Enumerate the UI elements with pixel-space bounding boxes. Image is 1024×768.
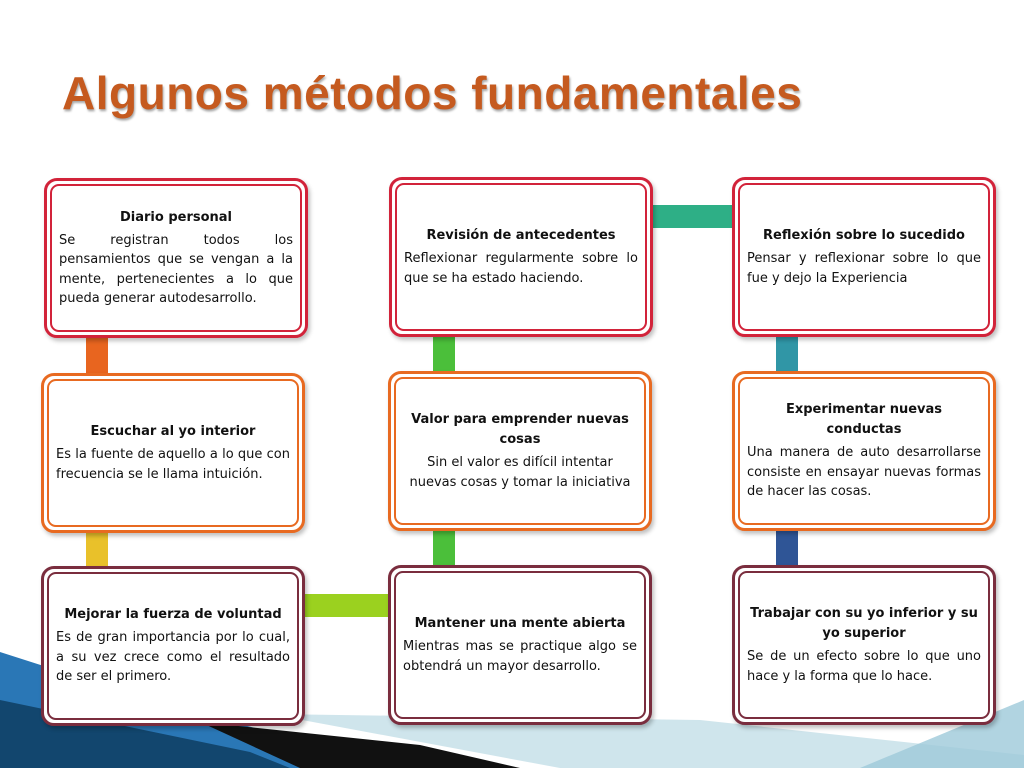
- connector-card7-card8: [304, 594, 392, 617]
- card-title: Experimentar nuevas conductas: [785, 402, 943, 438]
- connector-card3-card6: [776, 336, 798, 374]
- card-text: Se registran todos los pensamientos que se vengan a la mente, pertenecientes a lo que pueda generar autodesarrollo.: [59, 232, 293, 306]
- card-yo-inferior-superior: [732, 565, 996, 725]
- card-text: Mientras mas se practique algo se obtendrá un mayor desarrollo.: [403, 639, 637, 674]
- card-escuchar-yo-interior: [41, 373, 305, 533]
- card-text: Sin el valor es difícil intentar nuevas cosas y tomar la iniciativa: [409, 455, 631, 490]
- card-mente-abierta: [388, 565, 652, 725]
- card-reflexion-sucedido: [732, 177, 996, 337]
- card-text: Una manera de auto desarrollarse consiste en ensayar nuevas formas de hacer las cosas.: [747, 445, 981, 500]
- card-text: Se de un efecto sobre lo que uno hace y la forma que lo hace.: [747, 649, 981, 684]
- connector-card5-card8: [433, 531, 455, 567]
- card-diario-personal: [44, 178, 308, 338]
- card-text: Es la fuente de aquello a lo que con frecuencia se le llama intuición.: [56, 447, 290, 482]
- connector-card2-card3: [652, 205, 735, 228]
- card-revision-antecedentes: [389, 177, 653, 337]
- card-title: Trabajar con su yo inferior y su yo superior: [750, 606, 978, 641]
- card-title: Diario personal: [119, 209, 233, 225]
- card-title: Escuchar al yo interior: [90, 424, 256, 439]
- card-text: Pensar y reflexionar sobre lo que fue y dejo la Experiencia: [747, 251, 981, 286]
- card-text: Reflexionar regularmente sobre lo que se ha estado haciendo.: [404, 251, 638, 286]
- connector-card6-card9: [776, 531, 798, 567]
- connector-card2-card5: [433, 336, 455, 374]
- connector-card1-card4: [86, 336, 108, 376]
- card-title: Mantener una mente abierta: [414, 616, 626, 631]
- card-valor-emprender: [388, 371, 652, 531]
- page-title: Algunos métodos fundamentales: [62, 67, 803, 119]
- card-experimentar-conductas: [732, 371, 996, 531]
- card-title: Reflexión sobre lo sucedido: [763, 228, 965, 243]
- card-title: Valor para emprender nuevas cosas: [411, 412, 629, 447]
- card-title: Mejorar la fuerza de voluntad: [64, 607, 282, 623]
- card-text: Es de gran importancia por lo cual, a su vez crece como el resultado de ser el primero.: [56, 630, 290, 685]
- card-title: Revisión de antecedentes: [426, 228, 616, 243]
- connector-card4-card7: [86, 531, 108, 569]
- card-mejorar-voluntad: [41, 566, 305, 726]
